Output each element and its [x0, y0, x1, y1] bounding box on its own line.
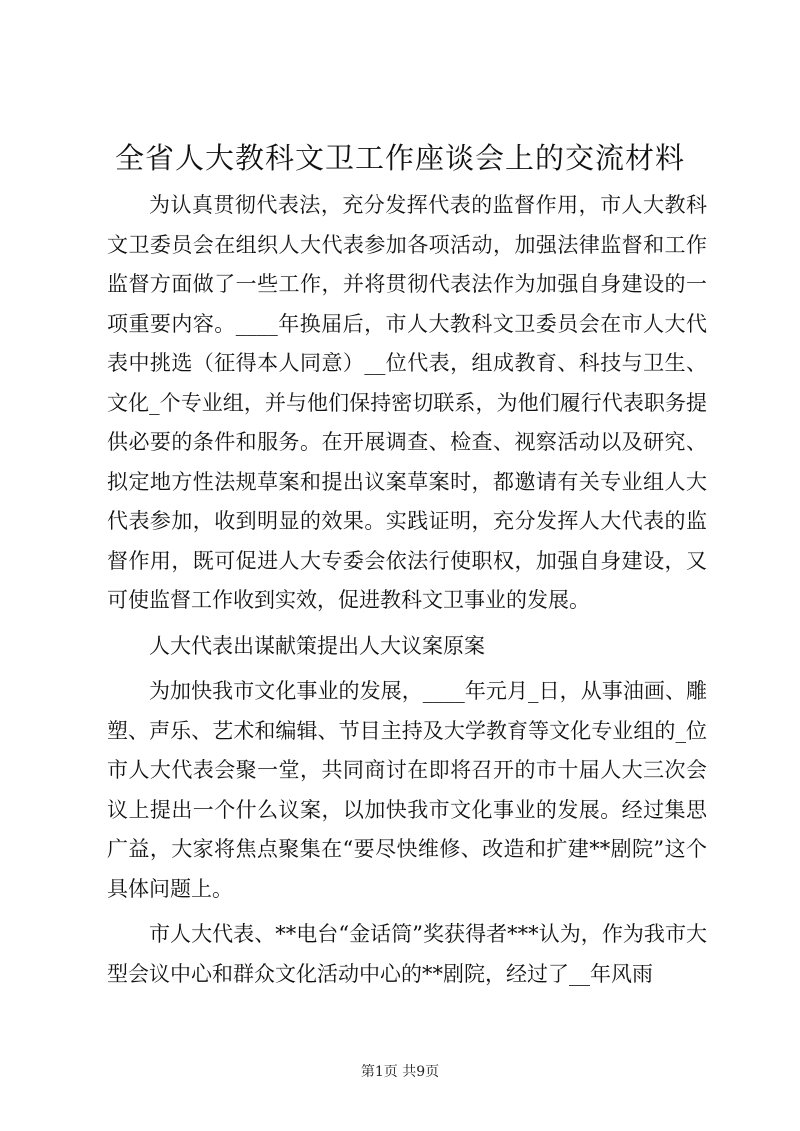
paragraph: 市人大代表、**电台“金话筒”奖获得者***认为，作为我市大型会议中心和群众文化活动中心的**剧院，经过了__年风雨 [107, 922, 707, 986]
page-footer: 第1页 共9页 [360, 1064, 440, 1080]
document-body [107, 186, 707, 1000]
document-title: 全省人大教科文卫工作座谈会上的交流材料 [114, 141, 685, 175]
paragraph: 为加快我市文化事业的发展，____年元月_日，从事油画、雕塑、声乐、艺术和编辑、节目主持及大学教育等文化专业组的_位市人大代表会聚一堂，共同商讨在即将召开的市十届人大三次会议上提出一个什么议案，以加快我市文化事业的发展。经过集思广益，大家将焦点聚集在“要尽快维修、改造和扩建**剧院”这个具体问题上。 [107, 679, 707, 901]
paragraph: 为认真贯彻代表法，充分发挥代表的监督作用，市人大教科文卫委员会在组织人大代表参加各项活动，加强法律监督和工作监督方面做了一些工作，并将贯彻代表法作为加强自身建设的一项重要内容。____年换届后，市人大教科文卫委员会在市人大代表中挑选（征得本人同意）__位代表，组成教育、科技与卫生、文化_个专业组，并与他们保持密切联系，为他们履行代表职务提供必要的条件和服务。在开展调查、检查、视察活动以及研究、拟定地方性法规草案和提出议案草案时，都邀请有关专业组人大代表参加，收到明显的效果。实践证明，充分发挥人大代表的监督作用，既可促进人大专委会依法行使职权，加强自身建设，又可使监督工作收到实效，促进教科文卫事业的发展。 [107, 193, 707, 612]
section-heading: 人大代表出谋献策提出人大议案原案 [149, 633, 485, 658]
